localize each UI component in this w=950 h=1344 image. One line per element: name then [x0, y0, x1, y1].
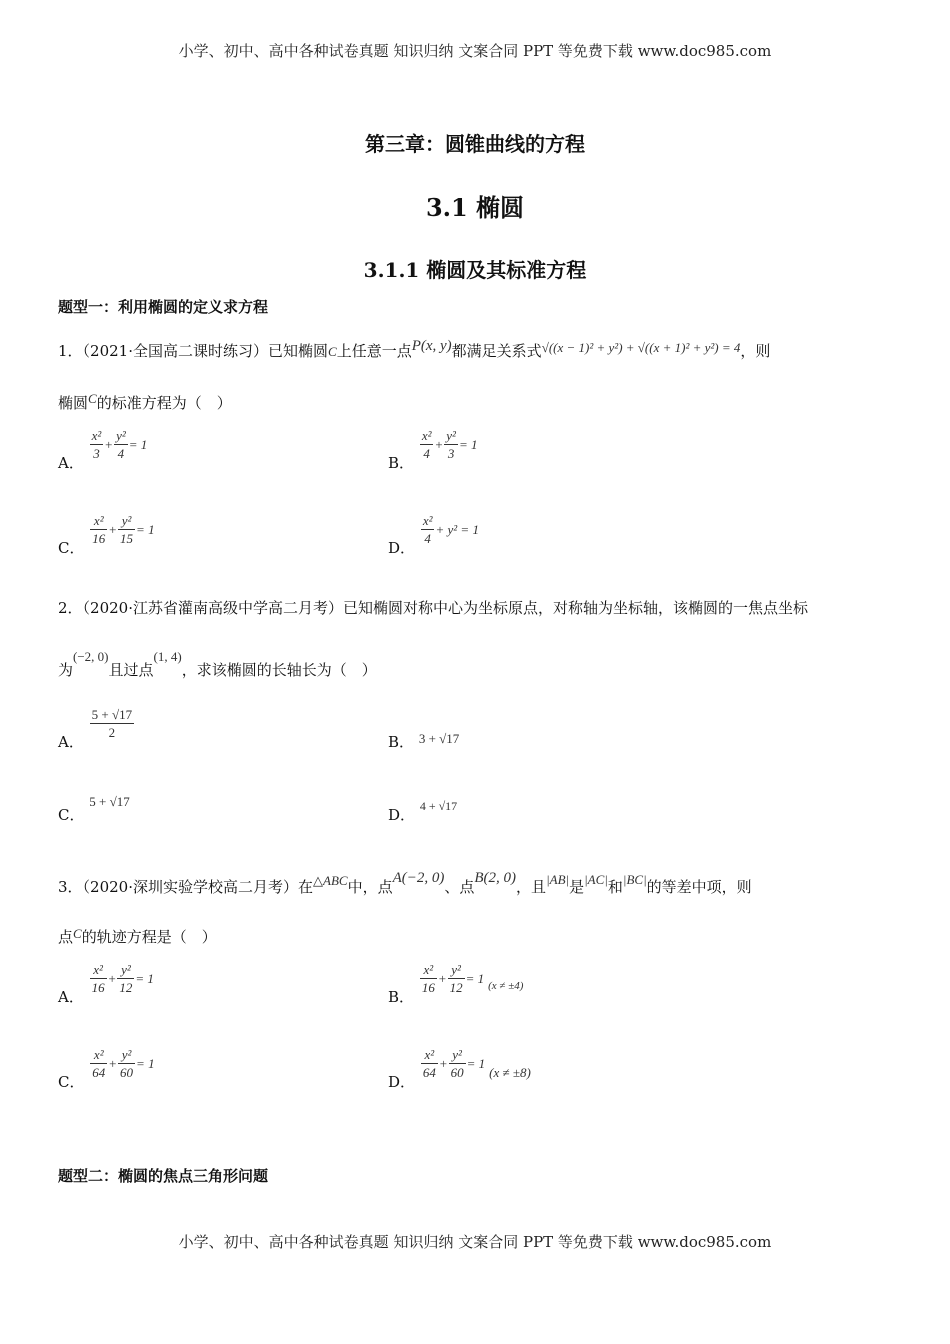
- option-a[interactable]: [58, 960, 154, 1006]
- option-d[interactable]: [388, 799, 458, 825]
- option-d[interactable]: [388, 1045, 531, 1091]
- question-text: 的轨迹方程是（ ）: [81, 928, 217, 946]
- math-AC: |AC|: [584, 872, 608, 887]
- option-b[interactable]: [388, 731, 459, 752]
- question-text: 且过点: [108, 661, 154, 679]
- option-label: C．: [58, 806, 85, 824]
- question-text: 在: [298, 878, 314, 896]
- math-C: C: [328, 344, 337, 359]
- option-formula: $\frac{\text{x²}}{16}$ + $\frac{\text{y²}}{12}$ = 1 (x ≠ ±4): [421, 962, 524, 995]
- math-triangle: △ABC: [313, 873, 348, 888]
- question-text: 已知椭圆: [268, 342, 329, 360]
- math-pass-point: (1, 4): [153, 649, 182, 664]
- option-label: A．: [58, 733, 84, 751]
- question-3-line-1: [58, 870, 752, 897]
- question-text: 为: [58, 661, 74, 679]
- question-3-line-2: [58, 926, 217, 947]
- question-source: （2020·深圳实验学校高二月考）: [82, 878, 298, 896]
- question-text: 和: [607, 878, 623, 896]
- section-title: 3.1 椭圆: [425, 193, 525, 222]
- option-b[interactable]: [388, 426, 478, 472]
- option-formula: $\frac{\text{x²}}{64}$ + $\frac{\text{y²}}{60}$ = 1 (x ≠ ±8): [422, 1047, 531, 1080]
- option-c[interactable]: [58, 794, 130, 825]
- question-source: （2020·江苏省灌南高级中学高二月考）: [82, 599, 343, 617]
- option-formula: $\frac{\text{x²}}{64}$ + $\frac{\text{y²}}{60}$ = 1: [92, 1047, 155, 1080]
- page-header: 小学、初中、高中各种试卷真题 知识归纳 文案合同 PPT 等免费下载 www.doc985.com: [178, 42, 772, 60]
- question-text: ，且: [516, 878, 547, 896]
- option-label: D．: [388, 539, 416, 557]
- subsection-title: 3.1.1 椭圆及其标准方程: [363, 258, 587, 282]
- option-label: A．: [58, 988, 84, 1006]
- option-label: B．: [388, 733, 415, 751]
- option-formula: 4 + √17: [419, 799, 458, 813]
- math-relation: √((x − 1)² + y²) + √((x + 1)² + y²) = 4: [541, 340, 741, 355]
- option-label: A．: [58, 454, 84, 472]
- option-formula: $\frac{\text{x²}}{4}$ + $\frac{\text{y²}}{3}$ = 1: [421, 428, 478, 461]
- chapter-title: 第三章：圆锥曲线的方程: [365, 132, 585, 156]
- question-2-line-1: [58, 597, 808, 618]
- option-c[interactable]: [58, 1045, 155, 1091]
- option-a[interactable]: [58, 705, 135, 751]
- math-AB: |AB|: [546, 872, 570, 887]
- question-1-line-1: [58, 340, 770, 361]
- question-text: 都满足关系式: [451, 342, 542, 360]
- question-text: 的标准方程为（ ）: [96, 394, 232, 412]
- option-b[interactable]: [388, 960, 524, 1006]
- math-point-B: B(2, 0): [474, 870, 517, 886]
- option-formula: $\frac{\text{x²}}{3}$ + $\frac{\text{y²}}{4}$ = 1: [91, 428, 148, 461]
- option-label: C．: [58, 539, 85, 557]
- math-point-P: P(x, y): [411, 338, 452, 354]
- option-formula: 3 + √17: [418, 731, 460, 746]
- option-label: B．: [388, 988, 415, 1006]
- question-number: 2．: [58, 599, 83, 617]
- question-type-1-title: 题型一：利用椭圆的定义求方程: [58, 298, 269, 316]
- option-label: B．: [388, 454, 415, 472]
- option-a[interactable]: [58, 426, 148, 472]
- option-formula: $\frac{\text{x²}}{16}$ + $\frac{\text{y²}}{12}$ = 1: [91, 962, 154, 995]
- question-2-line-2: [58, 649, 377, 680]
- question-1-line-2: [58, 392, 232, 413]
- question-text: 、点: [444, 878, 475, 896]
- question-text: 点: [58, 928, 74, 946]
- math-focus-point: (−2, 0): [73, 649, 109, 664]
- math-point-A: A(−2, 0): [392, 870, 445, 886]
- question-text: 是: [569, 878, 585, 896]
- question-number: 3．: [58, 878, 83, 896]
- math-C: C: [88, 391, 97, 406]
- option-label: D．: [388, 1073, 416, 1091]
- math-C: C: [73, 926, 82, 941]
- option-formula: $\frac{\text{x²}}{4}$ + y² = 1: [422, 513, 479, 546]
- option-formula: 5 + √17: [89, 794, 130, 809]
- option-label: D．: [388, 806, 416, 824]
- math-BC: |BC|: [622, 872, 647, 887]
- question-text: 的等差中项，则: [646, 878, 752, 896]
- option-formula: $\frac{\text{x²}}{16}$ + $\frac{\text{y²}}{15}$ = 1: [92, 513, 155, 546]
- page-footer: 小学、初中、高中各种试卷真题 知识归纳 文案合同 PPT 等免费下载 www.doc985.com: [178, 1233, 772, 1251]
- option-formula: $\frac{5 + √17}{2}$: [91, 707, 133, 740]
- question-text: 已知椭圆对称中心为坐标原点，对称轴为坐标轴，该椭圆的一焦点坐标: [343, 599, 809, 617]
- question-text: ，求该椭圆的长轴长为（ ）: [181, 661, 377, 679]
- question-text: 椭圆: [58, 394, 89, 412]
- option-d[interactable]: [388, 511, 479, 557]
- question-type-2-title: 题型二：椭圆的焦点三角形问题: [58, 1167, 269, 1185]
- question-source: （2021·全国高二课时练习）: [82, 342, 268, 360]
- question-text: 中，点: [347, 878, 393, 896]
- option-c[interactable]: [58, 511, 155, 557]
- question-text: 上任意一点: [336, 342, 412, 360]
- question-text: ，则: [740, 342, 771, 360]
- option-label: C．: [58, 1073, 85, 1091]
- question-number: 1．: [58, 342, 83, 360]
